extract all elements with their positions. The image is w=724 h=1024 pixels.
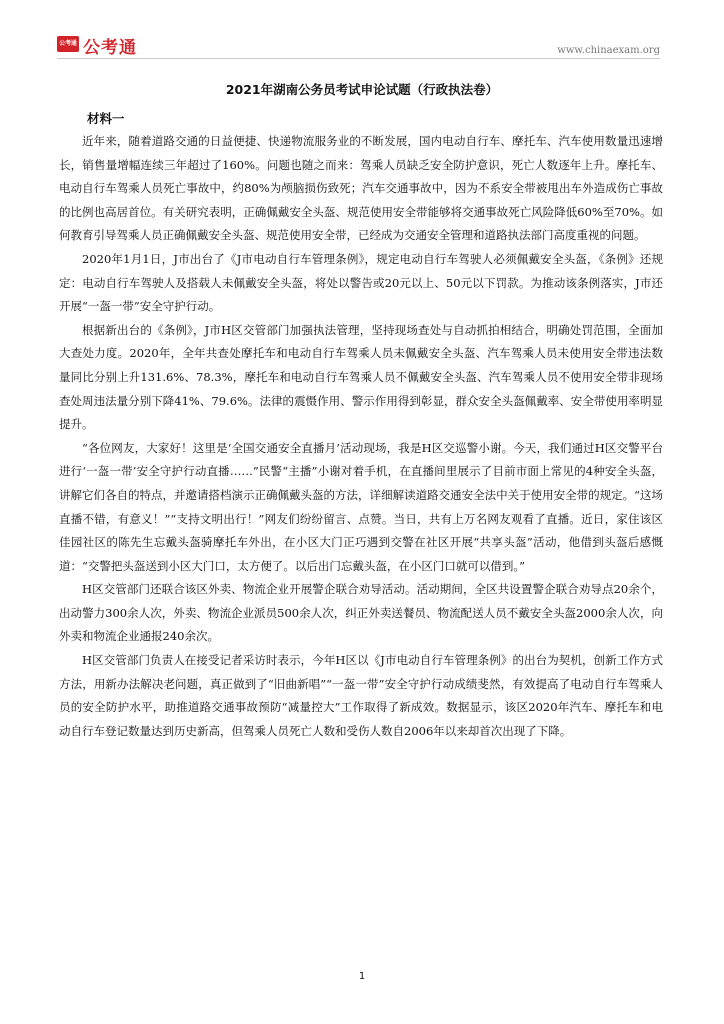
site-url: www.chinaexam.org <box>557 45 660 56</box>
paragraph: 根据新出台的《条例》，J市H区交管部门加强执法管理，坚持现场查处与自动抓拍相结合，明确处罚范围，全面加大查处力度。2020年，全年共查处摩托车和电动自行车驾乘人员未佩戴安全头盔、汽车驾乘人员未使用安全带违法数量同比分别上升131.6%、78.3%，摩托车和电动自行车驾乘人员不佩戴安全头盔、汽车驾乘人员不使用安全带非现场查处周违法量分别下降41%、79.6%。法律的震慑作用、警示作用得到彰显，群众安全头盔佩戴率、安全带使用率明显提升。 <box>59 322 663 432</box>
logo-text: 公考通 <box>83 38 137 58</box>
paragraph: “各位网友，大家好！这里是‘全国交通安全直播月’活动现场，我是H区交巡警小谢。今天，我们通过H区交警平台进行‘一盔一带’安全守护行动直播……”民警“主播”小谢对着手机，在直播间里展示了目前市面上常见的4种安全头盔，讲解它们各自的特点，并邀请搭档演示正确佩戴头盔的方法，详细解读道路交通安全法中关于使用安全带的规定。“这场直播不错，有意义！”“支持文明出行！”网友们纷纷留言、点赞。当日，共有上万名网友观看了直播。近日，家住该区佳园社区的陈先生忘戴头盔骑摩托车外出，在小区大门正巧遇到交警在社区开展“共享头盔”活动，他借到头盔后感慨道：“交警把头盔送到小区大门口，太方便了。以后出门忘戴头盔，在小区门口就可以借到。” <box>59 440 663 573</box>
header-divider <box>57 58 660 59</box>
paragraph: 近年来，随着道路交通的日益便捷、快递物流服务业的不断发展，国内电动自行车、摩托车、汽车使用数量迅速增长，销售量增幅连续三年超过了160%。问题也随之而来：驾乘人员缺乏安全防护意识，死亡人数逐年上升。摩托车、电动自行车驾乘人员死亡事故中，约80%为颅脑损伤致死；汽车交通事故中，因为不系安全带被甩出车外造成伤亡事故的比例也高居首位。有关研究表明，正确佩戴安全头盔、规范使用安全带能够将交通事故死亡风险降低60%至70%。如何教育引导驾乘人员正确佩戴安全头盔、规范使用安全带，已经成为交通安全管理和道路执法部门高度重视的问题。 <box>59 134 663 243</box>
paragraph: 2020年1月1日，J市出台了《J市电动自行车管理条例》，规定电动自行车驾驶人必须佩戴安全头盔，《条例》还规定：电动自行车驾驶人及搭载人未佩戴安全头盔，将处以警告或20元以上、50元以下罚款。为推动该条例落实，J市还开展“一盔一带”安全守护行动。 <box>59 251 663 314</box>
document-body <box>59 130 663 743</box>
paragraph: H区交管部门还联合该区外卖、物流企业开展警企联合劝导活动。活动期间，全区共设置警企联合劝导点20余个，出动警力300余人次，外卖、物流企业派员500余人次，纠正外卖送餐员、物流配送人员不戴安全头盔2000余人次，向外卖和物流企业通报240余次。 <box>59 582 663 644</box>
logo-icon: 公考通 <box>57 36 79 52</box>
document-title: 2021年湖南公务员考试申论试题（行政执法卷） <box>225 82 499 97</box>
page-number: 1 <box>358 971 366 982</box>
section-heading: 材料一 <box>87 111 125 126</box>
paragraph: H区交管部门负责人在接受记者采访时表示，今年H区以《J市电动自行车管理条例》的出台为契机，创新工作方式方法，用新办法解决老问题，真正做到了“旧曲新唱”“一盔一带”安全守护行动成绩斐然，有效提高了电动自行车驾乘人员的安全防护水平，助推道路交通事故预防“减量控大”工作取得了新成效。数据显示，该区2020年汽车、摩托车和电动自行车登记数量达到历史新高，但驾乘人员死亡人数和受伤人数自2006年以来却首次出现了下降。 <box>59 653 663 738</box>
page-header <box>0 0 724 60</box>
